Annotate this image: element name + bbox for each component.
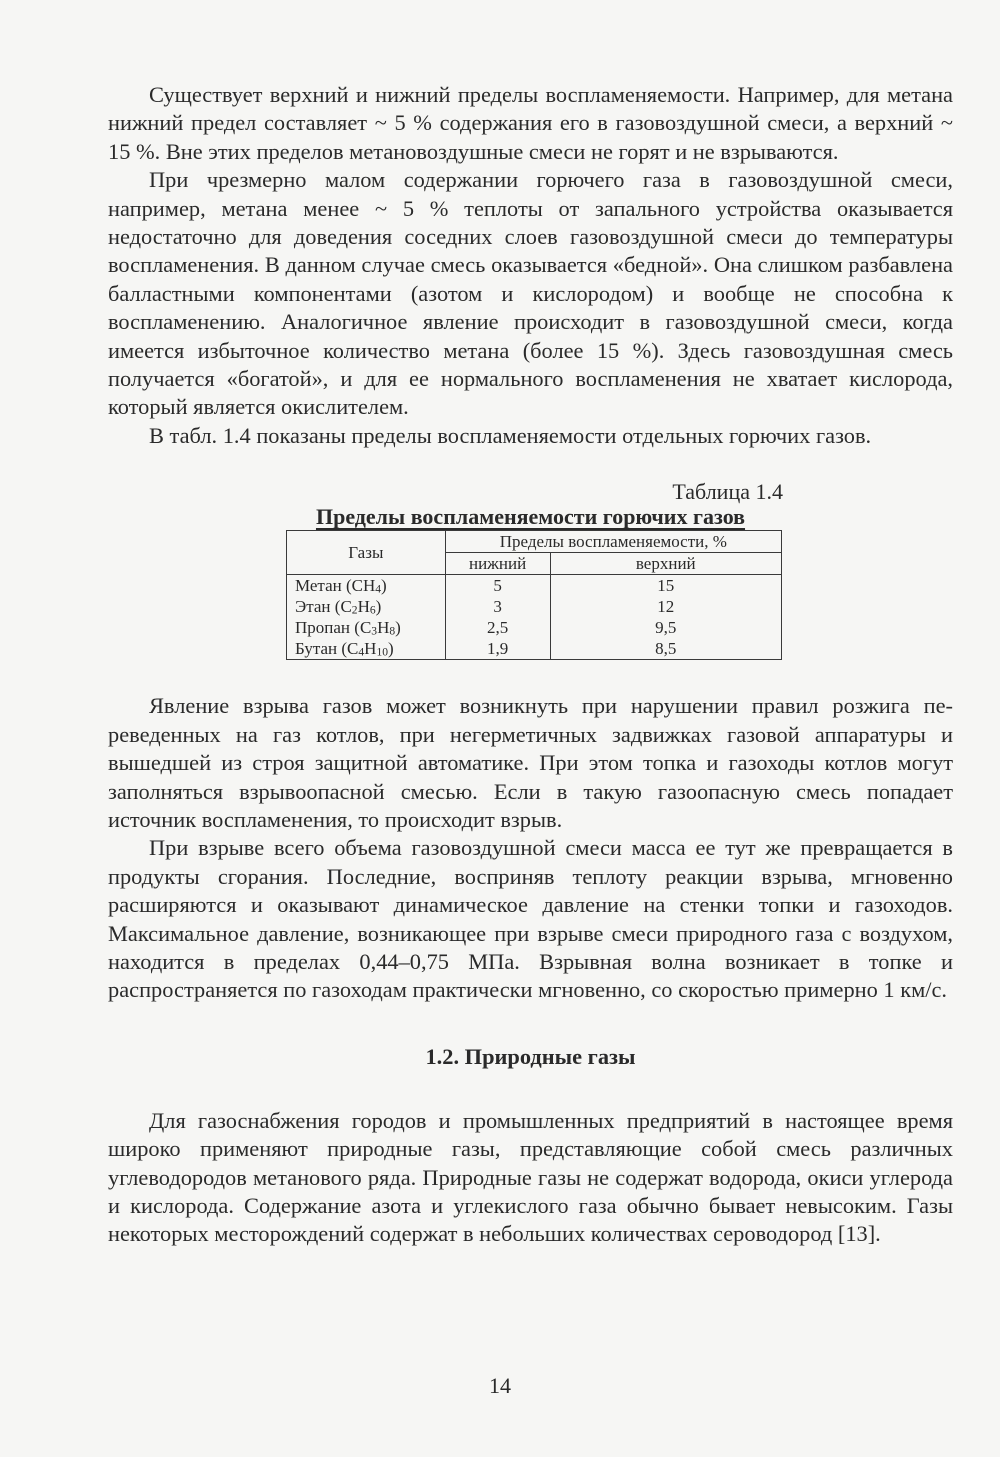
gas-name: Метан (295, 576, 342, 596)
formula-subscript: 8 (389, 624, 396, 638)
formula-element: H (357, 597, 370, 617)
table-wrapper (286, 530, 953, 660)
gas-name: Бутан (295, 639, 338, 659)
lower-limit-cell: 3 (445, 596, 550, 617)
paragraph: При чрезмерно малом содержании горючего газа в газовоздушной смеси, например, метана менее ~ 5 % теплоты от запального устройства оказывается недостаточно для доведения соседних слоев газовоздушной смеси до температуры воспламенения. В данном случае смесь оказывается «бедной». Она слишком разбавлена балластными компонентами (азотом и кислородом) и вообще не способна к воспламенению. Аналогичное явление происходит в газовоздушной смеси, когда имеется избыточное количество метана (более 15 %). Здесь газовоздушная смесь получается «богатой», и для ее нормального воспламенения не хватает кислорода, который является окислителем. (108, 167, 953, 420)
header-lower: нижний (445, 553, 550, 575)
gas-name-cell: Метан $(CH_4)$ (287, 575, 446, 597)
formula-element: H (362, 576, 376, 596)
table-row (287, 575, 782, 597)
upper-limit-cell: 9,5 (550, 617, 781, 638)
upper-limit-cell: 12 (550, 596, 781, 617)
paragraph: В табл. 1.4 показаны пределы воспламеняемости отдельных горючих газов. (149, 422, 872, 448)
header-limits: Пределы воспламеняемости, % (445, 531, 781, 553)
table-header-row (287, 531, 782, 553)
after-table-section (108, 692, 953, 1004)
paragraph: Существует верхний и нижний пределы воспламеняемости. Например, для метана нижний предел составляет ~ 5 % содержания его в газовоздушной смеси, а верхний ~ 15 %. Вне этих пределов метановоздушные смеси не горят и не взрываются. (108, 82, 953, 164)
header-gases: Газы (287, 531, 446, 575)
formula-subscript: 6 (369, 603, 376, 617)
formula-subscript: 4 (358, 645, 365, 659)
formula-element: C (347, 639, 359, 659)
lower-limit-cell: 1,9 (445, 638, 550, 660)
table-row (287, 596, 782, 617)
formula-subscript: 10 (376, 645, 388, 659)
table-body (287, 575, 782, 660)
formula-subscript: 2 (351, 603, 358, 617)
formula-element: C (340, 597, 352, 617)
page-content (108, 81, 953, 1249)
gas-name-cell: Бутан $(C_4H_{10})$ (287, 638, 446, 660)
page-number: 14 (489, 1373, 511, 1398)
lower-limit-cell: 5 (445, 575, 550, 597)
gas-name: Этан (295, 597, 331, 617)
upper-limit-cell: 15 (550, 575, 781, 597)
formula-subscript: 3 (371, 624, 378, 638)
formula-element: C (359, 618, 372, 638)
upper-limit-cell: 8,5 (550, 638, 781, 660)
paragraph: При взрыве всего объема газовоздушной смеси масса ее тут же превращается в продукты сгорания. Последние, восприняв теплоту реакции взрыва, мгновенно расширяются и оказывают динамическое давление на стенки топки и газоходов. Максимальное давление, возникающее при взрыве смеси природного газа с воздухом, находится в пределах 0,44–0,75 МПа. Взрывная волна возникает в топке и распространяется по газоходам практически мгновенно, со скоростью примерно 1 км/с. (108, 835, 953, 1003)
gas-name: Пропан (295, 618, 351, 638)
paragraph: Для газоснабжения городов и промышленных предприятий в настоящее время широко применяют природные газы, представляющие собой смесь различных углеводородов метанового ряда. Природные газы не содержат водорода, окиси углерода и кислорода. Содержание азота и углекислого газа обычно бывает невысоким. Газы некоторых месторождений содержат в небольших количествах сероводород [13]. (108, 1107, 953, 1247)
section-heading: 1.2. Природные газы (425, 1043, 636, 1069)
paragraph: Явление взрыва газов может возникнуть при нарушении правил розжига переведенных на газ котлов, при негерметичных задвижках газовой аппаратуры и вышедшей из строя защитной автоматике. При этом топка и газоходы котлов могут заполняться взрывоопасной смесью. Если в такую газоопасную смесь попадает источник воспламенения, то происходит взрыв. (108, 693, 953, 832)
table-row (287, 638, 782, 660)
flammability-table (286, 530, 782, 660)
formula-element: C (351, 576, 363, 596)
gas-name-cell: Этан $(C_2H_6)$ (287, 596, 446, 617)
lower-limit-cell: 2,5 (445, 617, 550, 638)
formula-subscript: 4 (375, 582, 382, 596)
table-row (287, 617, 782, 638)
formula-element: H (364, 639, 377, 659)
table-caption: Таблица 1.4 (672, 479, 783, 505)
gas-name-cell: Пропан $(C_3H_8)$ (287, 617, 446, 638)
formula-element: H (377, 618, 390, 638)
header-upper: верхний (550, 553, 781, 575)
table-title: Пределы воспламеняемости горючих газов (315, 504, 746, 530)
